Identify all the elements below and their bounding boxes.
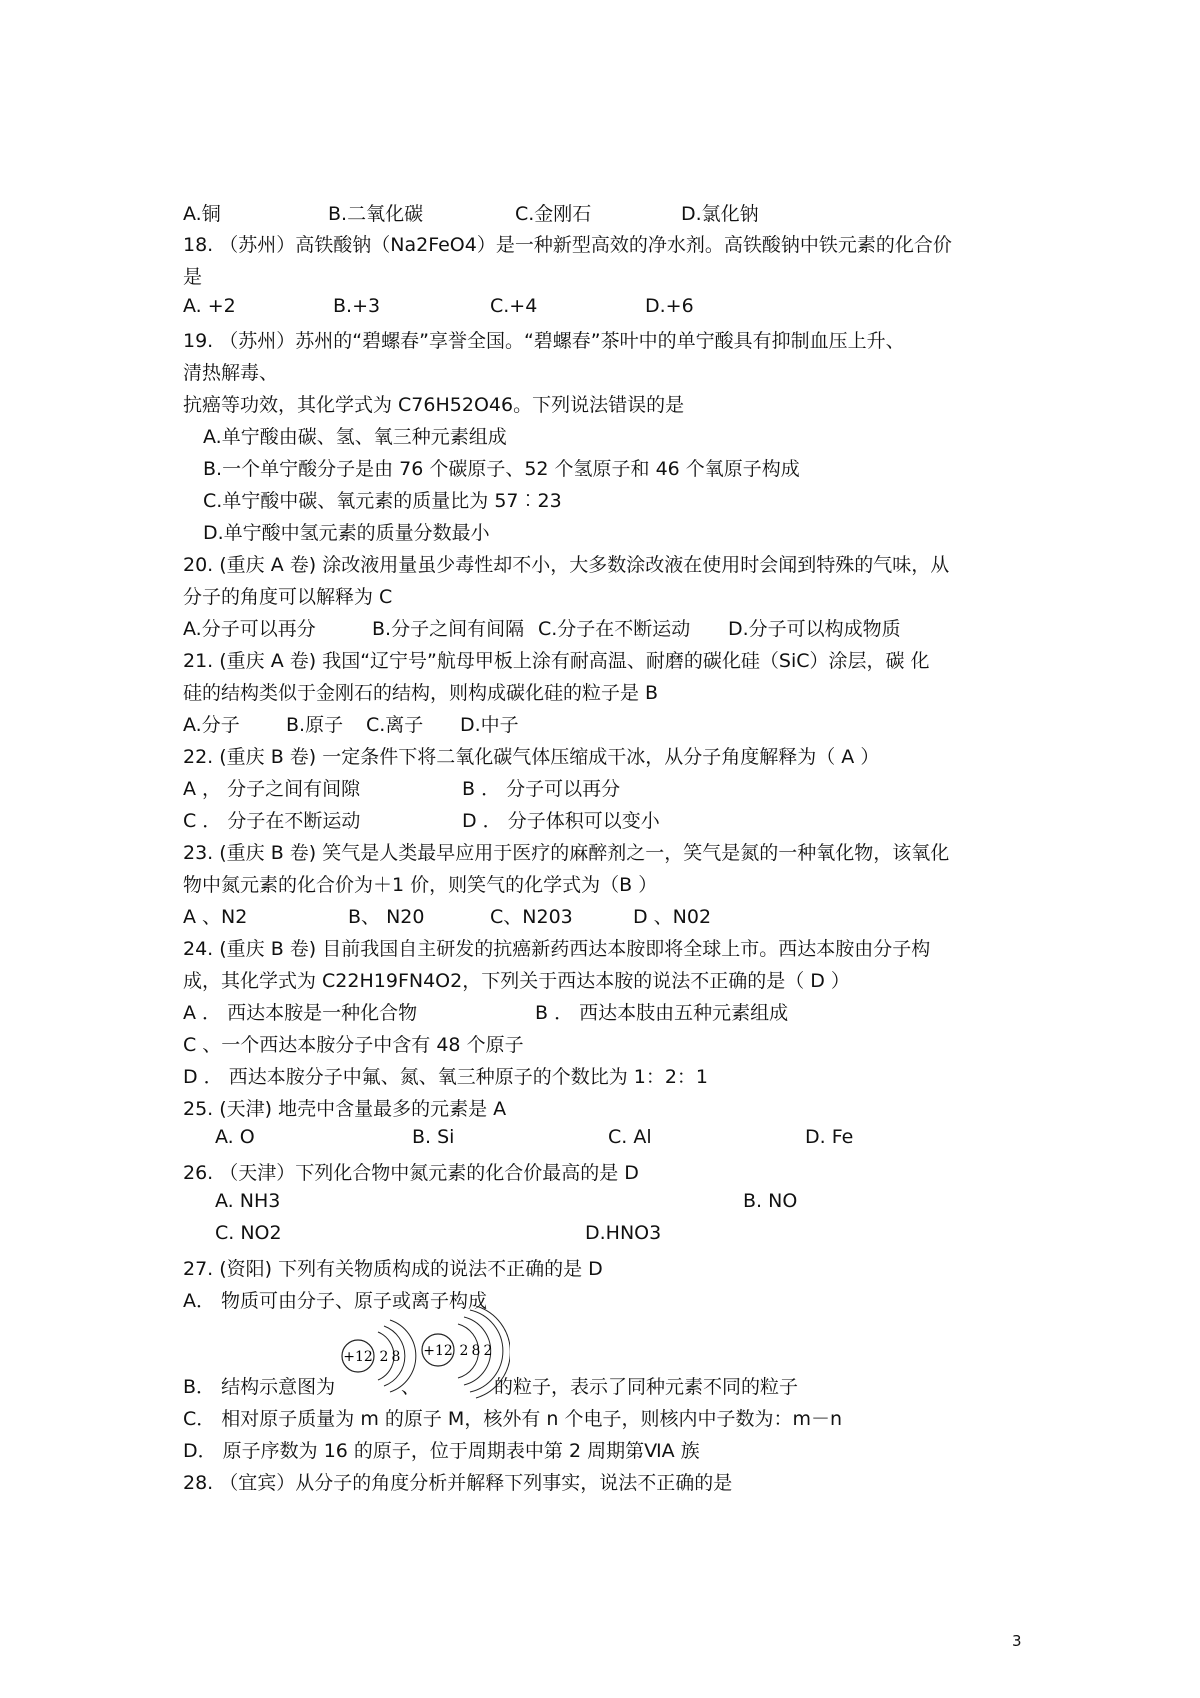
q25-stem-line1: 25. (天津) 地壳中含量最多的元素是 A — [183, 1098, 507, 1120]
q20-option-b: B.分子之间有间隔 — [372, 618, 525, 640]
q20-option-a: A.分子可以再分 — [183, 618, 316, 640]
q26-stem-line1: 26. （天津）下列化合物中氮元素的化合价最高的是 D — [183, 1162, 639, 1184]
q21-stem-line2: 硅的结构类似于金刚石的结构，则构成碳化硅的粒子是 B — [183, 682, 659, 704]
q25-option-c: C. Al — [608, 1126, 652, 1148]
q21-option-d: D.中子 — [460, 714, 519, 736]
q27-stem-line1: 27. (资阳) 下列有关物质构成的说法不正确的是 D — [183, 1258, 603, 1280]
q24-option-d: D ． 西达本胺分子中氟、氮、氧三种原子的个数比为 1：2：1 — [183, 1066, 709, 1088]
q26-option-b: B. NO — [743, 1190, 798, 1212]
q27-option-b-separator: 、 — [401, 1376, 421, 1398]
q27-option-d: D． 原子序数为 16 的原子，位于周期表中第 2 周期第ⅥA 族 — [183, 1440, 700, 1462]
q18-option-c: C.+4 — [490, 295, 538, 317]
q21-option-a: A.分子 — [183, 714, 240, 736]
q17-option-a: A.铜 — [183, 203, 221, 225]
q27-option-b-suffix: 的粒子，表示了同种元素不同的粒子 — [494, 1376, 799, 1398]
q20-stem-line2: 分子的角度可以解释为 C — [183, 586, 393, 608]
atom-2-shell-1: 2 — [459, 1343, 469, 1359]
q26-option-a: A. NH3 — [215, 1190, 281, 1212]
q25-option-a: A. O — [215, 1126, 255, 1148]
q18-stem-line2: 是 — [183, 266, 203, 288]
q20-option-c: C.分子在不断运动 — [538, 618, 691, 640]
q23-option-b: B、 N20 — [348, 906, 425, 928]
atom-1-shell-2: 8 — [391, 1349, 401, 1365]
q22-option-d: D ． 分子体积可以变小 — [462, 810, 660, 832]
q24-stem-line1: 24. (重庆 B 卷) 目前我国自主研发的抗癌新药西达本胺即将全球上市。西达本胺由分子构 — [183, 938, 931, 960]
q22-stem-line1: 22. (重庆 B 卷) 一定条件下将二氧化碳气体压缩成干冰，从分子角度解释为（ A ） — [183, 746, 880, 768]
q24-option-c: C 、一个西达本胺分子中含有 48 个原子 — [183, 1034, 524, 1056]
q18-option-a: A. +2 — [183, 295, 236, 317]
q22-option-a: A ， 分子之间有间隙 — [183, 778, 361, 800]
q25-option-b: B. Si — [412, 1126, 455, 1148]
q20-option-d: D.分子可以构成物质 — [728, 618, 901, 640]
q19-stem-line2: 清热解毒、 — [183, 362, 279, 384]
atom-1-shell-1: 2 — [379, 1349, 389, 1365]
q27-option-c: C． 相对原子质量为 m 的原子 M，核外有 n 个电子，则核内中子数为：m－n — [183, 1408, 842, 1430]
q19-option-d: D.单宁酸中氢元素的质量分数最小 — [203, 522, 490, 544]
q26-option-d: D.HNO3 — [585, 1222, 662, 1244]
atom-2-nucleus: +12 — [423, 1343, 453, 1359]
q27-option-a: A． 物质可由分子、原子或离子构成 — [183, 1290, 488, 1312]
q24-stem-line2: 成，其化学式为 C22H19FN4O2，下列关于西达本胺的说法不正确的是（ D ） — [183, 970, 850, 992]
q20-stem-line1: 20. (重庆 A 卷) 涂改液用量虽少毒性却不小，大多数涂改液在使用时会闻到特殊的气味，从 — [183, 554, 950, 576]
q23-option-c: C、N203 — [490, 906, 573, 928]
q23-option-d: D 、N02 — [633, 906, 712, 928]
q21-stem-line1: 21. (重庆 A 卷) 我国“辽宁号”航母甲板上涂有耐高温、耐磨的碳化硅（SiC）涂层，碳 化 — [183, 650, 930, 672]
q23-option-a: A 、N2 — [183, 906, 248, 928]
q26-option-c: C. NO2 — [215, 1222, 282, 1244]
page-number: 3 — [1012, 1632, 1022, 1650]
q17-option-c: C.金刚石 — [515, 203, 592, 225]
q24-option-b: B ． 西达本肢由五种元素组成 — [535, 1002, 789, 1024]
q22-option-b: B ． 分子可以再分 — [462, 778, 621, 800]
atom-2-shell-3: 2 — [483, 1343, 493, 1359]
q22-option-c: C ． 分子在不断运动 — [183, 810, 361, 832]
q19-stem-line3: 抗癌等功效，其化学式为 C76H52O46。下列说法错误的是 — [183, 394, 685, 416]
q21-option-c: C.离子 — [366, 714, 424, 736]
atom-1-nucleus: +12 — [343, 1349, 373, 1365]
q23-stem-line2: 物中氮元素的化合价为＋1 价，则笑气的化学式为（B ） — [183, 874, 658, 896]
q18-option-d: D.+6 — [645, 295, 694, 317]
q25-option-d: D. Fe — [805, 1126, 854, 1148]
atom-2-shell-2: 8 — [471, 1343, 481, 1359]
q19-option-c: C.单宁酸中碳、氧元素的质量比为 57︰23 — [203, 490, 562, 512]
q19-stem-line1: 19. （苏州）苏州的“碧螺春”享誉全国。“碧螺春”茶叶中的单宁酸具有抑制血压上升、 — [183, 330, 905, 352]
q17-option-d: D.氯化钠 — [681, 203, 759, 225]
q18-option-b: B.+3 — [333, 295, 381, 317]
q24-option-a: A ． 西达本胺是一种化合物 — [183, 1002, 418, 1024]
q19-option-a: A.单宁酸由碳、氢、氧三种元素组成 — [203, 426, 507, 448]
q18-stem-line1: 18. （苏州）高铁酸钠（Na2FeO4）是一种新型高效的净水剂。高铁酸钠中铁元素的化合价 — [183, 234, 952, 256]
q23-stem-line1: 23. (重庆 B 卷) 笑气是人类最早应用于医疗的麻醉剂之一，笑气是氮的一种氧化物，该氧化 — [183, 842, 950, 864]
q19-option-b: B.一个单宁酸分子是由 76 个碳原子、52 个氢原子和 46 个氧原子构成 — [203, 458, 800, 480]
q17-option-b: B.二氧化碳 — [328, 203, 424, 225]
q28-stem-line1: 28. （宜宾）从分子的角度分析并解释下列事实，说法不正确的是 — [183, 1472, 733, 1494]
q21-option-b: B.原子 — [286, 714, 344, 736]
q27-option-b-prefix: B． 结构示意图为 — [183, 1376, 336, 1398]
